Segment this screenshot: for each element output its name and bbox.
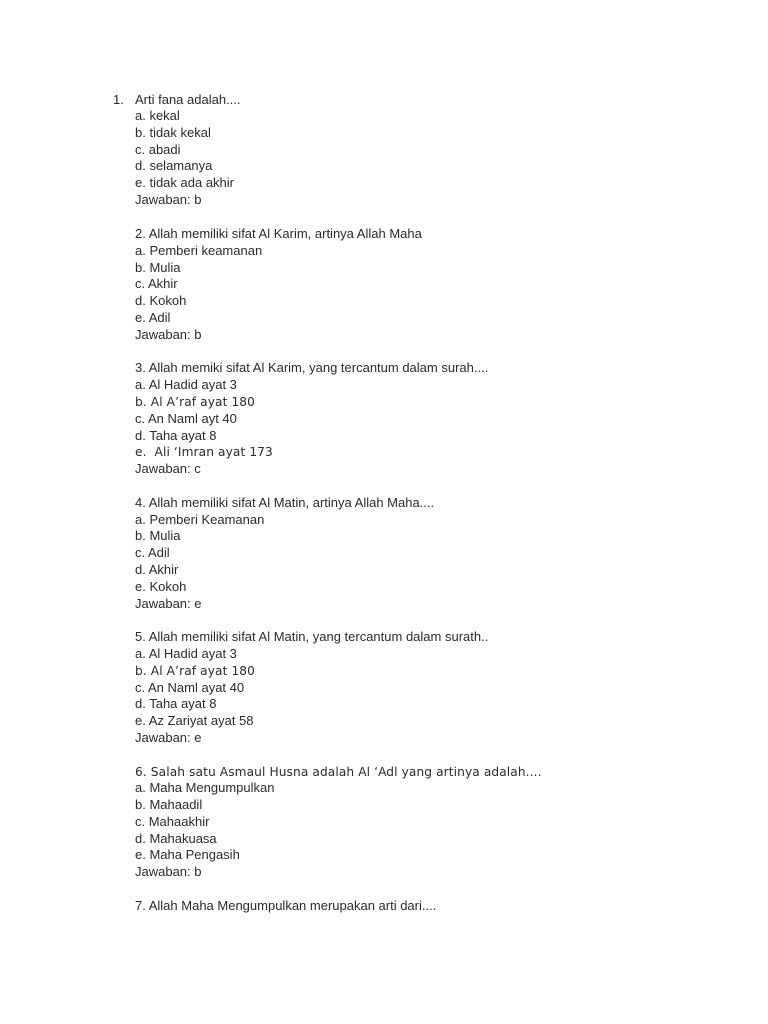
option-a: a. Al Hadid ayat 3 [135,645,237,661]
option-a: a. kekal [135,108,180,123]
option-e: e. Maha Pengasih [135,847,240,863]
question-1 [113,91,241,209]
option-c: c. An Naml ayat 40 [135,679,245,695]
question-1-options [135,108,234,209]
option-e: e. Kokoh [135,578,187,594]
question-1-text: Arti fana adalah.... [135,92,241,107]
option-c: c. Akhir [135,276,178,292]
option-a: a. Pemberi keamanan [135,242,263,258]
answer: Jawaban: b [135,864,202,880]
option-c: c. Mahaakhir [135,813,210,829]
option-e: e. Adil [135,309,171,325]
option-c: c. An Naml ayt 40 [135,410,237,426]
question-7 [135,898,542,915]
question-4 [135,495,542,613]
question-text: 7. Allah Maha Mengumpulkan merupakan arti dari.... [135,897,437,913]
question-1-header [113,91,241,108]
question-text: 3. Allah memiki sifat Al Karim, yang tercantum dalam surah.... [135,360,489,376]
answer: Jawaban: b [135,191,202,207]
option-b: b. Al A’raf ayat 180 [135,394,256,409]
option-b: b. Mulia [135,528,181,544]
question-text: 6. Salah satu Asmaul Husna adalah Al ‘Adl yang artinya adalah.... [135,764,542,779]
option-e: e. Ali ‘Imran ayat 173 [135,445,273,460]
question-text: 4. Allah memiliki sifat Al Matin, artinya Allah Maha.... [135,494,435,510]
question-3 [135,360,542,478]
question-6 [135,764,542,882]
option-c: c. Adil [135,545,170,561]
answer: Jawaban: c [135,461,201,477]
option-c: c. abadi [135,141,181,157]
option-d: d. Taha ayat 8 [135,696,217,712]
option-b: b. tidak kekal [135,124,211,140]
option-e: e. tidak ada akhir [135,175,235,191]
question-5 [135,629,542,747]
question-list [135,226,542,931]
option-d: d. Kokoh [135,293,187,309]
option-a: a. Al Hadid ayat 3 [135,377,237,393]
option-e: e. Az Zariyat ayat 58 [135,713,254,729]
question-text: 2. Allah memiliki sifat Al Karim, artinya Allah Maha [135,226,422,241]
question-text: 5. Allah memiliki sifat Al Matin, yang tercantum dalam surath.. [135,629,489,645]
option-b: b. Mahaadil [135,797,203,813]
question-1-number: 1. [113,92,124,107]
option-b: b. Mulia [135,259,181,275]
option-d: d. Akhir [135,561,179,577]
option-d: d. Mahakuasa [135,830,217,846]
answer: Jawaban: b [135,326,202,342]
answer: Jawaban: e [135,729,202,745]
answer: Jawaban: e [135,595,202,611]
option-a: a. Pemberi Keamanan [135,511,265,527]
question-2 [135,226,542,344]
option-a: a. Maha Mengumpulkan [135,780,275,796]
option-d: d. Taha ayat 8 [135,427,217,443]
option-d: d. selamanya [135,158,213,174]
option-b: b. Al A’raf ayat 180 [135,663,256,678]
